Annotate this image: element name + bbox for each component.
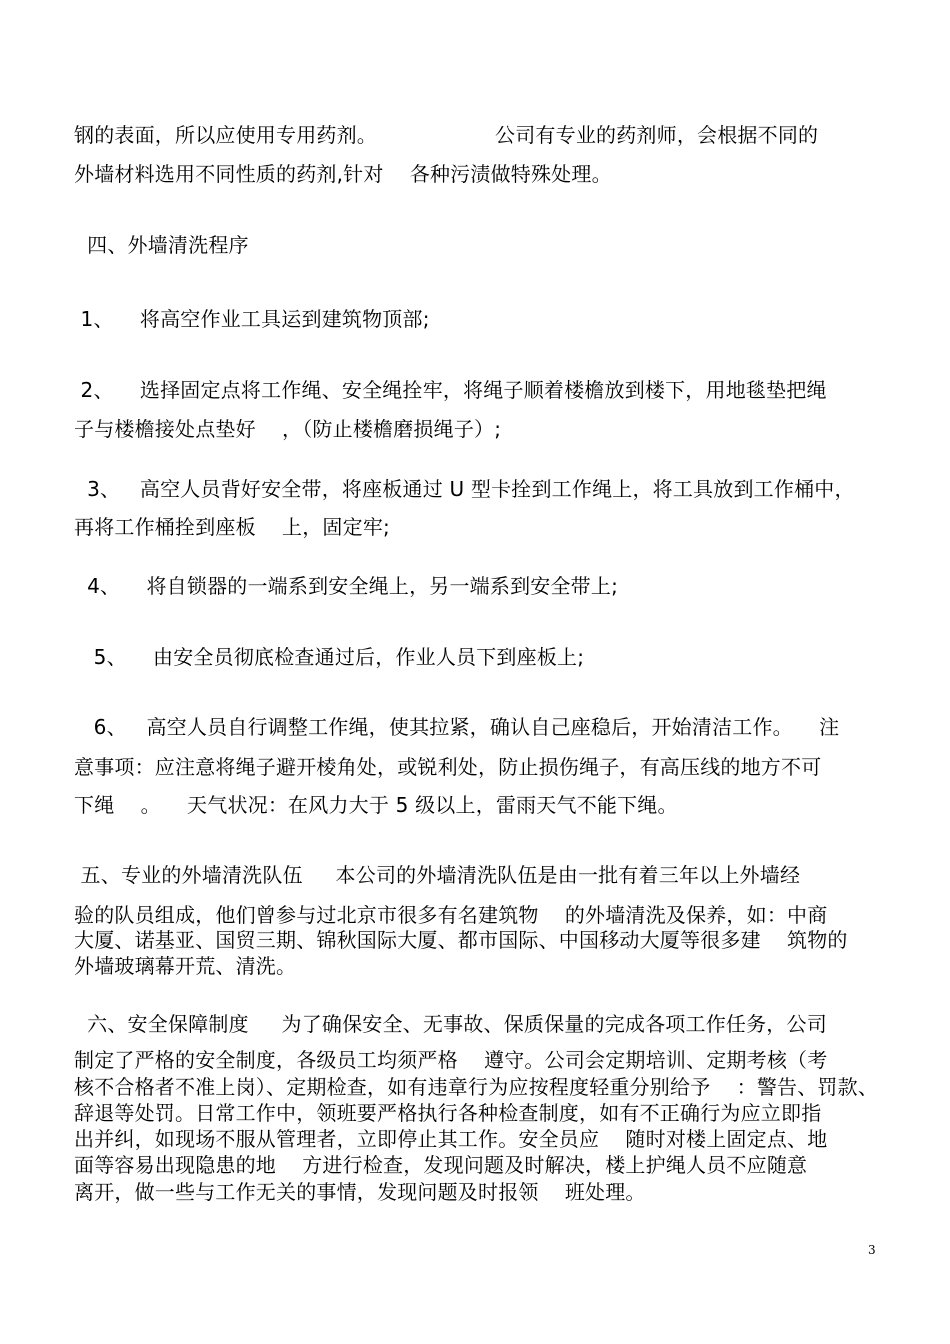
text-line: 子与楼檐接处点垫好 ，（防止楼檐磨损绳子）; <box>74 417 502 441</box>
text-line: 下绳 。 天气状况：在风力大于 5 级以上，雷雨天气不能下绳。 <box>74 793 678 817</box>
text-line: 出并纠，如现场不服从管理者，立即停止其工作。安全员应 随时对楼上固定点、地 <box>74 1127 828 1151</box>
list-item: 4、 将自锁器的一端系到安全绳上，另一端系到安全带上; <box>74 574 619 598</box>
list-item: 2、 选择固定点将工作绳、安全绳拴牢，将绳子顺着楼檐放到楼下，用地毯垫把绳 <box>74 378 827 402</box>
text-line: 辞退等处罚。日常工作中，领班要严格执行各种检查制度，如有不正确行为应立即指 <box>74 1101 822 1125</box>
text-line: 离开，做一些与工作无关的事情，发现问题及时报领 班处理。 <box>74 1180 646 1204</box>
text-line: 制定了严格的安全制度，各级员工均须严格 遵守。公司会定期培训、定期考核（考 <box>74 1048 828 1072</box>
text-line: 钢的表面，所以应使用专用药剂。 公司有专业的药剂师，会根据不同的 <box>74 123 819 147</box>
list-item: 1、 将高空作业工具运到建筑物顶部; <box>74 307 430 331</box>
list-item: 3、 高空人员背好安全带，将座板通过 U 型卡拴到工作绳上，将工具放到工作桶中， <box>74 477 855 501</box>
text-line: 再将工作桶拴到座板 上，固定牢; <box>74 515 390 539</box>
text-line: 外墙材料选用不同性质的药剂,针对 各种污渍做特殊处理。 <box>74 162 612 186</box>
text-line: 验的队员组成，他们曾参与过北京市很多有名建筑物 的外墙清洗及保养，如：中商 <box>74 903 828 927</box>
text-line: 面等容易出现隐患的地 方进行检查，发现问题及时解决，楼上护绳人员不应随意 <box>74 1153 808 1177</box>
text-line: 核不合格者不准上岗）、定期检查，如有违章行为应按程度轻重分别给予 ：警告、罚款、 <box>74 1075 879 1099</box>
section-heading: 四、外墙清洗程序 <box>74 233 249 257</box>
text-line: 外墙玻璃幕开荒、清洗。 <box>74 954 297 978</box>
list-item: 6、 高空人员自行调整工作绳，使其拉紧，确认自己座稳后，开始清洁工作。 注 <box>74 715 840 739</box>
text-line: 意事项：应注意将绳子避开棱角处，或锐利处，防止损伤绳子，有高压线的地方不可 <box>74 755 822 779</box>
list-item: 5、 由安全员彻底检查通过后，作业人员下到座板上; <box>74 645 585 669</box>
section-heading: 五、专业的外墙清洗队伍 本公司的外墙清洗队伍是由一批有着三年以上外墙经 <box>74 863 801 887</box>
page-number: 3 <box>868 1243 876 1257</box>
section-heading: 六、安全保障制度 为了确保安全、无事故、保质保量的完成各项工作任务，公司 <box>74 1012 827 1036</box>
text-line: 大厦、诺基亚、国贸三期、锦秋国际大厦、都市国际、中国移动大厦等很多建 筑物的 <box>74 928 848 952</box>
